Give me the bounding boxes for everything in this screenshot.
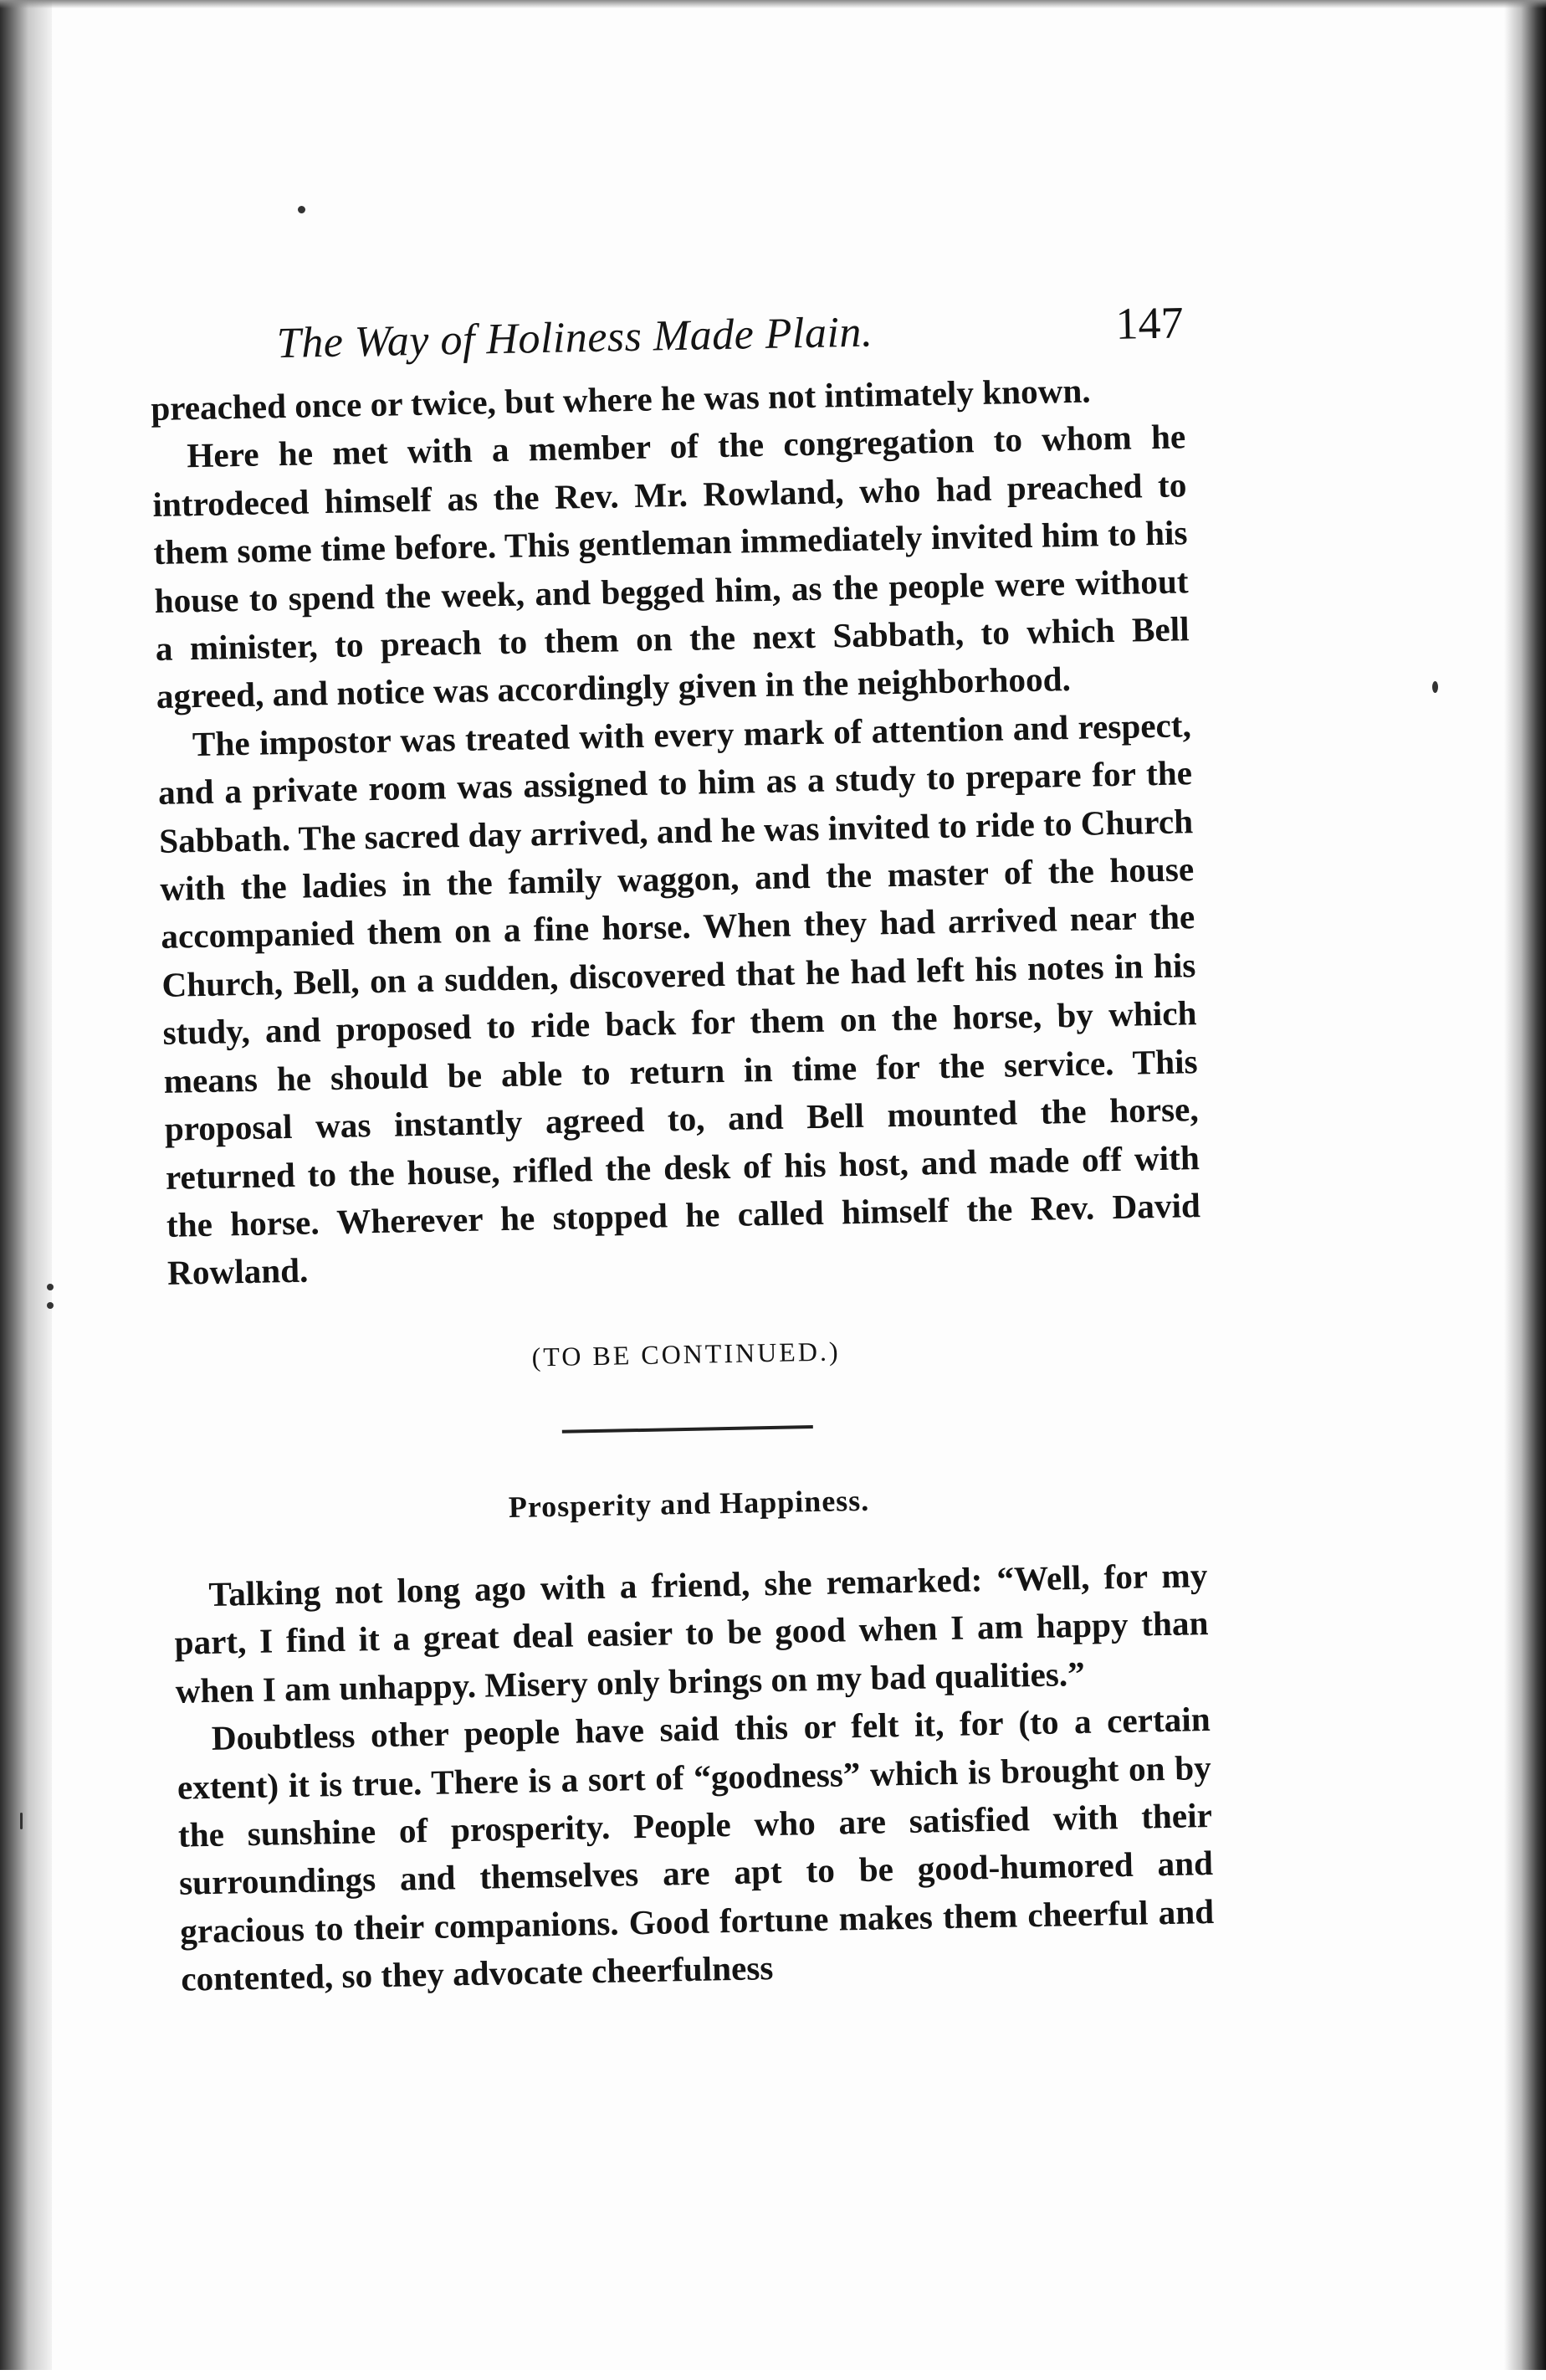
paragraph: Here he met with a member of the congregation to whom he introdeced himself as the Rev. Mr. Rowland, who had preached to them some time before. This gentleman immediately invited him to his house to spend the week, and begged him, as the people were without a minister, to preach to them on the next Sabbath, to which Bell agreed, and notice was accordingly given in the neighborhood.: [152, 417, 1190, 716]
article-continued: [151, 365, 1202, 1297]
article-prosperity: [173, 1552, 1216, 2003]
paragraph: Doubtless other people have said this or felt it, for (to a certain extent) it is true. There is a sort of “goodness” which is brought on by the sunshine of prosperity. People who are satisfied with their surroundings and themselves are apt to be good-humored and gracious to their companions. Good fortune makes them cheerful and contented, so they advocate cheerfulness: [177, 1700, 1215, 1998]
paragraph: preached once or twice, but where he was not intimately known.: [150, 371, 1091, 428]
running-title: The Way of Holiness Made Plain.: [276, 308, 873, 368]
page-number: 147: [1114, 297, 1185, 349]
print-speck: [20, 1813, 23, 1829]
continued-note: (TO BE CONTINUED.): [531, 1336, 841, 1372]
page-left-shadow: [0, 0, 52, 2370]
paragraph: The impostor was treated with every mark of attention and respect, and a private room was assigned to him as a study to prepare for the Sabbath. The sacred day arrived, and he was invited to ride to Church with the ladies in the family waggon, and the master of the house accompanied them on a fine horse. When they had arrived near the Church, Bell, on a sudden, discovered that he had left his notes in his study, and proposed to ride back for them on the horse, by which means he should be able to return in time for the service. This proposal was instantly agreed to, and Bell mounted the horse, returned to the house, rifled the desk of his host, and made off with the horse. Wherever he stopped he called himself the Rev. David Rowland.: [157, 705, 1201, 1293]
page-right-shadow: [1504, 0, 1546, 2370]
page-content: [143, 0, 1222, 2380]
print-speck: [1432, 681, 1438, 693]
print-speck: [47, 1302, 54, 1309]
article-heading: Prosperity and Happiness.: [508, 1483, 870, 1525]
section-divider: [562, 1425, 813, 1434]
print-speck: [47, 1284, 54, 1290]
running-head: [276, 297, 1185, 377]
paragraph: Talking not long ago with a friend, she remarked: “Well, for my part, I find it a great deal easier to be good when I am happy than when I am unhappy. Misery only brings on my bad qualities.”: [174, 1556, 1209, 1711]
